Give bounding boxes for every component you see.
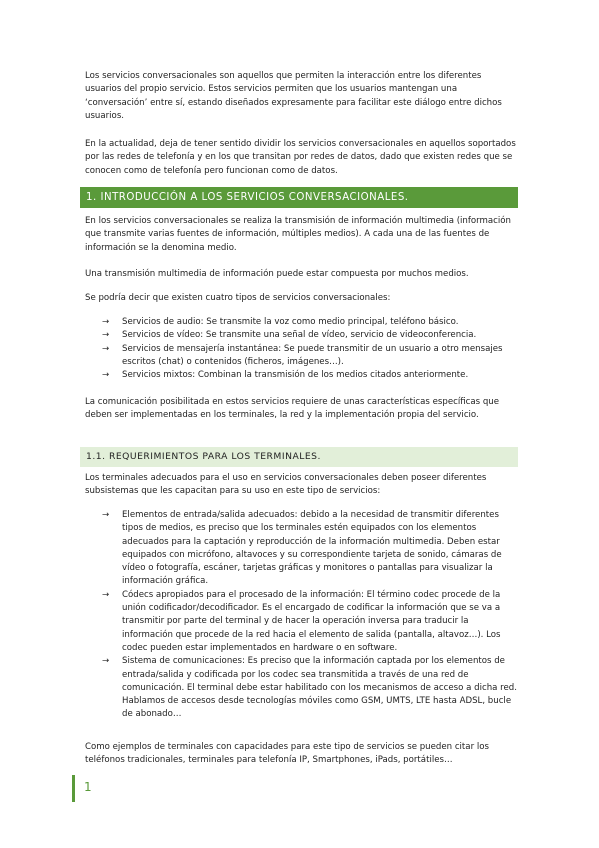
list-item bbox=[102, 509, 518, 589]
list-item-text: Servicios mixtos: Combinan la transmisión de los medios citados anteriormente. bbox=[122, 370, 469, 381]
list-item bbox=[102, 343, 518, 370]
list-item-text: Sistema de comunicaciones: Es preciso que la información captada por los elementos de entrada/salida y codificada por los codec sea transmitida a través de una red de comunicación. El terminal debe estar habilitado con los mecanismos de acceso a dicha red. Hablamos de accesos desde tecnologías móviles como GSM, UMTS, LTE hasta ADSL, bucle de abonado… bbox=[122, 656, 517, 720]
arrow-bullet-icon: → bbox=[102, 343, 110, 354]
list-item bbox=[102, 316, 518, 329]
terminal-requirements-list bbox=[102, 509, 518, 722]
arrow-bullet-icon: → bbox=[102, 656, 110, 667]
list-item-text: Servicios de vídeo: Se transmite una señal de vídeo, servicio de videoconferencia. bbox=[122, 330, 477, 341]
service-types-list bbox=[102, 316, 518, 382]
section1-paragraph-2: Una transmisión multimedia de información puede estar compuesta por muchos medios. bbox=[85, 269, 469, 279]
section1-paragraph-4: La comunicación posibilitada en estos servicios requiere de unas características específicas que deben ser implementadas en los terminales, la red y la implementación propia del servicio. bbox=[85, 397, 500, 421]
intro-paragraph-1: Los servicios conversacionales son aquellos que permiten la interacción entre los diferentes usuarios del propio servicio. Estos servicios permiten que los usuarios mantengan una ‘conversación’ entre sí, estando diseñados expresamente para facilitar este diálogo entre dichos usuarios. bbox=[85, 71, 502, 121]
arrow-bullet-icon: → bbox=[102, 589, 110, 600]
section1-1-paragraph-2: Como ejemplos de terminales con capacidades para este tipo de servicios se pueden citar los teléfonos tradicionales, terminales para telefonía IP, Smartphones, iPads, portátiles… bbox=[85, 742, 489, 766]
intro-paragraph-2: En la actualidad, deja de tener sentido dividir los servicios conversacionales en aquellos soportados por las redes de telefonía y en los que transitan por redes de datos, dado que existen redes que se conocen como de telefonía pero funcionan como de datos. bbox=[85, 139, 516, 176]
list-item bbox=[102, 369, 518, 382]
section-heading-1: 1. INTRODUCCIÓN A LOS SERVICIOS CONVERSACIONALES. bbox=[80, 187, 518, 208]
arrow-bullet-icon: → bbox=[102, 370, 110, 381]
arrow-bullet-icon: → bbox=[102, 330, 110, 341]
list-item-text: Códecs apropiados para el procesado de la información: El término codec procede de la unión codificador/decodificador. Es el encargado de codificar la información que se va a transmitir por parte del terminal y de hacer la operación inversa para traducir la información que procede de la red hacia el elemento de salida (pantalla, altavoz…). Los codec pueden estar implementados en hardware o en software. bbox=[122, 589, 501, 653]
section-heading-1-1: 1.1. REQUERIMIENTOS PARA LOS TERMINALES. bbox=[80, 447, 518, 467]
arrow-bullet-icon: → bbox=[102, 510, 110, 520]
list-item bbox=[102, 655, 518, 721]
section1-1-paragraph-1: Los terminales adecuados para el uso en servicios conversacionales deben poseer diferentes subsistemas que les capacitan para su uso en este tipo de servicios: bbox=[85, 473, 487, 497]
footer-accent-bar bbox=[72, 775, 75, 802]
list-item-text: Servicios de mensajería instantánea: Se puede transmitir de un usuario a otro mensajes escritos (chat) o contenidos (ficheros, imágenes…). bbox=[122, 343, 503, 367]
list-item-text: Servicios de audio: Se transmite la voz como medio principal, teléfono básico. bbox=[122, 317, 459, 327]
page-number: 1 bbox=[84, 780, 92, 794]
list-item bbox=[102, 329, 518, 342]
list-item bbox=[102, 589, 518, 655]
section1-paragraph-3: Se podría decir que existen cuatro tipos de servicios conversacionales: bbox=[85, 293, 391, 303]
section1-paragraph-1: En los servicios conversacionales se realiza la transmisión de información multimedia (información que transmite varias fuentes de información, múltiples medios). A cada una de las fuentes de información se la denomina medio. bbox=[85, 216, 512, 253]
list-item-text: Elementos de entrada/salida adecuados: debido a la necesidad de transmitir diferentes tipos de medios, es preciso que los terminales estén equipados con los elementos adecuados para la captación y reproducción de la información multimedia. Deben estar equipados con micrófono, altavoces y su correspondiente tarjeta de sonido, cámaras de vídeo o fotografía, escáner, tarjetas gráficas y monitores o pantallas para visualizar la información gráfica. bbox=[122, 510, 502, 587]
arrow-bullet-icon: → bbox=[102, 317, 110, 327]
